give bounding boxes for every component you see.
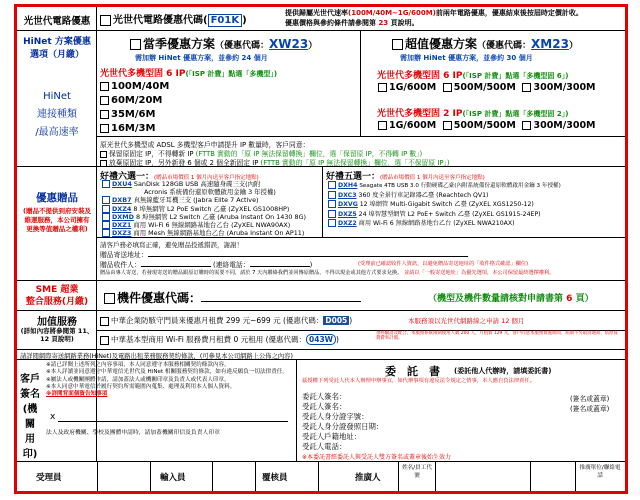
gift-option[interactable]: DXC3 360 度全景行車記錄器乙臺 (Reachtech QV1) bbox=[328, 191, 624, 200]
speed-checkbox[interactable] bbox=[378, 83, 387, 92]
device-code-input[interactable] bbox=[201, 301, 361, 302]
adsl-new-checkbox[interactable] bbox=[100, 160, 107, 167]
speed-option[interactable]: 100M/40M bbox=[100, 80, 169, 94]
gift-option[interactable]: DXMD 8 埠無網管 L2 Switch 乙臺 (Aruba Instant On 1430 8G) bbox=[102, 213, 306, 221]
signature-line[interactable] bbox=[58, 421, 288, 422]
delegate-stamp-1: (簽名或蓋章) bbox=[570, 395, 610, 403]
footer-inputter: 輸入員 bbox=[160, 473, 186, 483]
footer-unit-phone: 推廣單位/聯絡電話 bbox=[579, 465, 621, 479]
divider bbox=[255, 461, 256, 491]
recipient-input[interactable] bbox=[141, 266, 211, 267]
delegate-field[interactable]: 委託人簽名： bbox=[302, 392, 347, 401]
delegate-red-note: 茲授權下列受託人代本人辦理申辦事宜，如代辦事項有違反法令規定之情事，本人應自負法律責任。 bbox=[302, 378, 536, 384]
footer-name-id: 姓名/員工代號 bbox=[402, 465, 432, 479]
recipient-name-field[interactable]: 贈品收件人： (連絡電話： ) bbox=[100, 261, 313, 269]
speed-checkbox[interactable] bbox=[100, 124, 109, 133]
plan-b-checkbox[interactable] bbox=[392, 39, 403, 50]
divider bbox=[360, 30, 361, 136]
gift-option[interactable]: DXZ4 8 埠無網管 L2 PoE Switch 乙臺 (ZyXEL GS1008HP) bbox=[102, 205, 306, 213]
gift-checkbox[interactable] bbox=[328, 200, 336, 208]
speed-checkbox[interactable] bbox=[378, 121, 387, 130]
addon-wifi-option[interactable]: 中華基本型商用 Wi-Fi 服務費月租費 0 元租用 (優惠代碼： 043W ) bbox=[100, 334, 339, 345]
gift-checkbox[interactable] bbox=[102, 180, 110, 188]
fiber-desc-line2: 優惠價格與參約條件請參閱第 23 頁說明。 bbox=[285, 19, 419, 27]
fiber-desc-line1: 提供歸屬光世代速率(100M/40M~1G/600M)前兩年電路優惠，優惠結束後按屆時定價計收。 bbox=[285, 9, 583, 17]
divider bbox=[17, 461, 625, 462]
addon-security-checkbox[interactable] bbox=[100, 317, 109, 326]
gift-option-cont: Acronis 系統備份還原軟體啟用金鑰 3 年授權) bbox=[144, 188, 276, 197]
plan-a-ip-title: 光世代多機型固 6 IP(「ISP 計費」點選「多機型」) bbox=[100, 69, 278, 79]
speed-option[interactable]: 1G/600M bbox=[378, 82, 436, 93]
gift-checkbox[interactable] bbox=[102, 229, 110, 237]
divider bbox=[97, 461, 98, 491]
device-discount-option[interactable]: 機件優惠代碼： bbox=[104, 289, 361, 306]
gift-checkbox[interactable] bbox=[328, 181, 336, 189]
row-label-signature: 客戶 簽名 (機關 用印) bbox=[20, 374, 40, 460]
fiber-discount-option[interactable]: 光世代電路優惠代碼( F01K ) bbox=[100, 11, 247, 26]
divider bbox=[17, 349, 625, 350]
divider bbox=[17, 310, 625, 311]
speed-checkbox[interactable] bbox=[443, 83, 452, 92]
speed-checkbox[interactable] bbox=[522, 83, 531, 92]
divider bbox=[212, 461, 213, 491]
addon-wifi-checkbox[interactable] bbox=[100, 336, 109, 345]
plan-b-ip6-title: 光世代多機型固 6 IP(「ISP 計費」點選「多機型固 6」) bbox=[377, 71, 569, 81]
delegate-fields bbox=[302, 392, 383, 452]
gift-checkbox[interactable] bbox=[102, 221, 110, 229]
gift-option[interactable]: DXU4 SanDisk 128GB USB 高速隨身碟三支(內附 bbox=[102, 180, 306, 188]
plan-b-note: 需加辦 HiNet 優惠方案，並參約 30 個月 bbox=[400, 54, 533, 62]
speed-checkbox[interactable] bbox=[522, 121, 531, 130]
gift-checkbox[interactable] bbox=[102, 196, 110, 204]
divider bbox=[17, 30, 625, 31]
plan-b-ip2-speeds bbox=[378, 120, 596, 131]
divider bbox=[575, 461, 576, 491]
plan-a-note: 需加辦 HiNet 優惠方案，並參約 24 個月 bbox=[135, 54, 268, 62]
speed-option[interactable]: 500M/500M bbox=[443, 120, 516, 131]
divider bbox=[435, 461, 436, 491]
delegate-title: 委 託 書 bbox=[385, 365, 440, 378]
device-note: （機型及機件數量請核對申請書第 6 頁） bbox=[428, 294, 594, 304]
divider bbox=[150, 461, 151, 491]
gift-left-title: 好禮六選一：(贈品市場價值 1 個月內送至客戶指定地點) bbox=[100, 172, 259, 182]
divider bbox=[296, 359, 297, 461]
divider bbox=[322, 166, 323, 237]
gift-note: (贈品不提供到府安裝及維運服務，本公司擁有更換等值贈品之權利) bbox=[23, 207, 91, 233]
gift-checkbox[interactable] bbox=[102, 205, 110, 213]
adsl-keep-option[interactable]: 保留原固定 IP，不得轉新 IP (FTTB 實動的「原 IP 無法保留轉換」欄位，選「保留原 IP，不得轉 IP 數」) bbox=[100, 148, 422, 158]
delegate-field[interactable]: 受託人電話： bbox=[302, 442, 347, 451]
divider bbox=[398, 461, 399, 491]
plan-a-speed-list bbox=[100, 80, 169, 136]
gift-option[interactable]: DXH4 Seagate 4TB USB 3.0 行動硬碟乙臺(內附系統備份還原軟體啟用金鑰 3 年授權) bbox=[328, 181, 624, 191]
delegate-field[interactable]: 受託人身分證字號： bbox=[302, 412, 369, 421]
recipient-address-field[interactable]: 贈品寄送地址： bbox=[100, 249, 468, 259]
row-label-sme: SME 超業 整合服務(月繳) bbox=[25, 285, 89, 307]
gift-option[interactable]: DXZ5 24 埠智慧型網管 L2 PoE+ Switch 乙臺 (ZyXEL GS1915-24EP) bbox=[328, 210, 624, 219]
gift-small-print: 贈品由專人寄送，若發現寄送的贈品跟原訂購時的需要不同，請於 7 天內聯絡我們並回傳原贈品，不得以現金或其他方式要求兌換。 並請以「一般寄送地址」為優先選項，本公司保留最終選擇權利。 bbox=[100, 270, 555, 276]
footer-promoter: 推廣人 bbox=[355, 473, 381, 483]
gift-option[interactable]: DXVG 12 埠網管 Multi-Gigabit Switch 乙臺 (ZyXEL XGS1250-12) bbox=[328, 200, 624, 209]
divider bbox=[97, 136, 625, 137]
speed-option[interactable]: 16M/3M bbox=[100, 122, 169, 136]
speed-checkbox[interactable] bbox=[443, 121, 452, 130]
gift-right-list bbox=[328, 181, 624, 228]
adsl-note: 原光世代多機型或 ADSL 多機型客戶申請提升 IP 數量時，客戶同意： bbox=[100, 141, 310, 149]
delegate-stamp-2: (簽名或蓋章) bbox=[570, 405, 610, 413]
row-label-hinet: HiNet 方案優惠 選項（月繳） bbox=[23, 37, 91, 60]
speed-checkbox[interactable] bbox=[100, 96, 109, 105]
plan-a-checkbox[interactable] bbox=[130, 39, 141, 50]
speed-option[interactable]: 300M/300M bbox=[522, 120, 595, 131]
speed-option[interactable]: 300M/300M bbox=[522, 82, 595, 93]
row-label-fiber: 光世代電路優惠 bbox=[23, 16, 91, 27]
address-input[interactable] bbox=[148, 256, 468, 257]
fiber-discount-label: 光世代電路優惠代碼( bbox=[113, 15, 208, 26]
recipient-red-note: (受理前已確認收件人資訊，以避免贈品寄送地址的「收件格式確認」欄位) bbox=[358, 261, 529, 267]
fiber-discount-code: F01K bbox=[208, 14, 243, 27]
signature-bottom-note: 法人及政府機關、學校及團體申請時，請加蓋機關印信及負責人印章 bbox=[46, 430, 220, 436]
contract-confirm-note: 請詳閱網際寄送網路業務(HiNet)及電路出租業務服務契約條款，(可參見本公司網路上公佈之內容) bbox=[20, 353, 293, 360]
hinet-connection-label: HiNet 連接種類 /最高速率 bbox=[35, 91, 79, 138]
delegate-subtitle: (委託他人代辦時，請填委託書) bbox=[454, 367, 552, 375]
gift-option[interactable]: DXZ3 商用 Mesh 無線網路基地台乙台 (Aruba Instant On AP11) bbox=[102, 229, 306, 237]
gift-option[interactable]: DXZ1 商用 Wi-Fi 6 無線網路基地台乙台 (ZyXEL NWA90AX) bbox=[102, 221, 306, 229]
plan-b-ip6-speeds bbox=[378, 82, 596, 93]
gift-checkbox[interactable] bbox=[328, 191, 336, 199]
addon-security-note: 本服務須以光世代網路線之申請 12 個月 bbox=[408, 317, 525, 325]
gift-left-list bbox=[102, 180, 306, 237]
gift-right-title: 好禮五選一：(贈品市場價值 1 個月內送至客戶指定地點) bbox=[326, 172, 485, 182]
plan-b-code: XM23 bbox=[531, 37, 569, 51]
speed-option[interactable]: 1G/600M bbox=[378, 120, 436, 131]
signature-x-mark: x bbox=[50, 412, 56, 422]
fiber-discount-checkbox[interactable] bbox=[100, 15, 111, 26]
delegate-field[interactable]: 受託人身分證發照日期： bbox=[302, 422, 384, 431]
footer-receiver: 受理員 bbox=[36, 473, 62, 483]
speed-checkbox[interactable] bbox=[100, 82, 109, 91]
signature-terms: ※請已詳閱上述所列之內容事項，本人同意遵守本服務相關契約條款內容。 ※本人詳讀並同意遵守中華電信光世代及 HiNet 相關服務契約條款，如有違反願負一切法律責任。 ※屬法人或機關團體申請，請加蓋法人或機關印章及負責人或代表人印章。 ※本人同意中華電信於履行契約所需範圍內蒐集、處理及利用本人個人資料。 ※詳閱背面個資告知事項 bbox=[46, 362, 288, 398]
adsl-new-option[interactable]: 放棄原固定 IP，另外新發 6 個或 2 個全新固定 IP (FTTB 實動的「原 IP 無法保留轉換」欄位，選「不保留原 IP」) bbox=[100, 157, 449, 167]
addon-wifi-note: 須經驗證及配合，本服務系統限制使用人數 200 人，月租費 129 元，客戶同意本服務實施期間，屆期不另取消通知，依原資費費率計價。 bbox=[376, 331, 618, 342]
gift-checkbox[interactable] bbox=[328, 210, 336, 218]
speed-option[interactable]: 500M/500M bbox=[443, 82, 516, 93]
plan-b-ip2-title: 光世代多機型固 2 IP(「ISP 計費」點選「多機型固 2」) bbox=[377, 109, 569, 119]
delegate-note: ※本委託書經委託人與受託人雙方簽名或蓋章後始生效力 bbox=[302, 454, 452, 461]
device-discount-checkbox[interactable] bbox=[104, 293, 115, 304]
delegate-field[interactable]: 受託人戶籍地址： bbox=[302, 432, 362, 441]
recipient-note: 請客戶務必填寫正確，避免贈品投遞錯誤，謝謝！ bbox=[100, 241, 243, 249]
phone-input[interactable] bbox=[250, 266, 310, 267]
addon-note: (詳如內容將參閱第 11、12 頁說明) bbox=[20, 327, 94, 343]
plan-a-option[interactable]: 當季優惠方案（優惠代碼：XW23） bbox=[130, 35, 317, 52]
plan-a-code: XW23 bbox=[269, 37, 309, 51]
plan-b-option[interactable]: 超值優惠方案（優惠代碼：XM23） bbox=[392, 35, 578, 52]
row-label-gift: 優惠贈品 bbox=[36, 192, 78, 204]
speed-option[interactable]: 60M/20M bbox=[100, 94, 169, 108]
gift-option[interactable]: DXZ2 商用 Wi-Fi 6 無線網路基地台乙台 (ZyXEL NWA210AX) bbox=[328, 219, 624, 228]
divider bbox=[17, 280, 625, 281]
gift-option[interactable]: DXB7 真無線藍牙耳機三支 (Jabra Elite 7 Active) bbox=[102, 196, 306, 204]
addon-security-option[interactable]: 中華企業防駭守門員來優惠月租費 299 元~699 元 (優惠代碼： D005 ) bbox=[100, 315, 352, 326]
speed-checkbox[interactable] bbox=[100, 110, 109, 119]
delegate-field[interactable]: 受託人簽名： bbox=[302, 402, 347, 411]
row-label-addon: 加值服務 bbox=[37, 317, 77, 328]
speed-option[interactable]: 35M/6M bbox=[100, 108, 169, 122]
divider bbox=[318, 461, 319, 491]
footer-reviewer: 覆核員 bbox=[262, 473, 288, 483]
divider bbox=[530, 461, 531, 491]
gift-checkbox[interactable] bbox=[328, 219, 336, 227]
gift-checkbox[interactable] bbox=[102, 213, 110, 221]
